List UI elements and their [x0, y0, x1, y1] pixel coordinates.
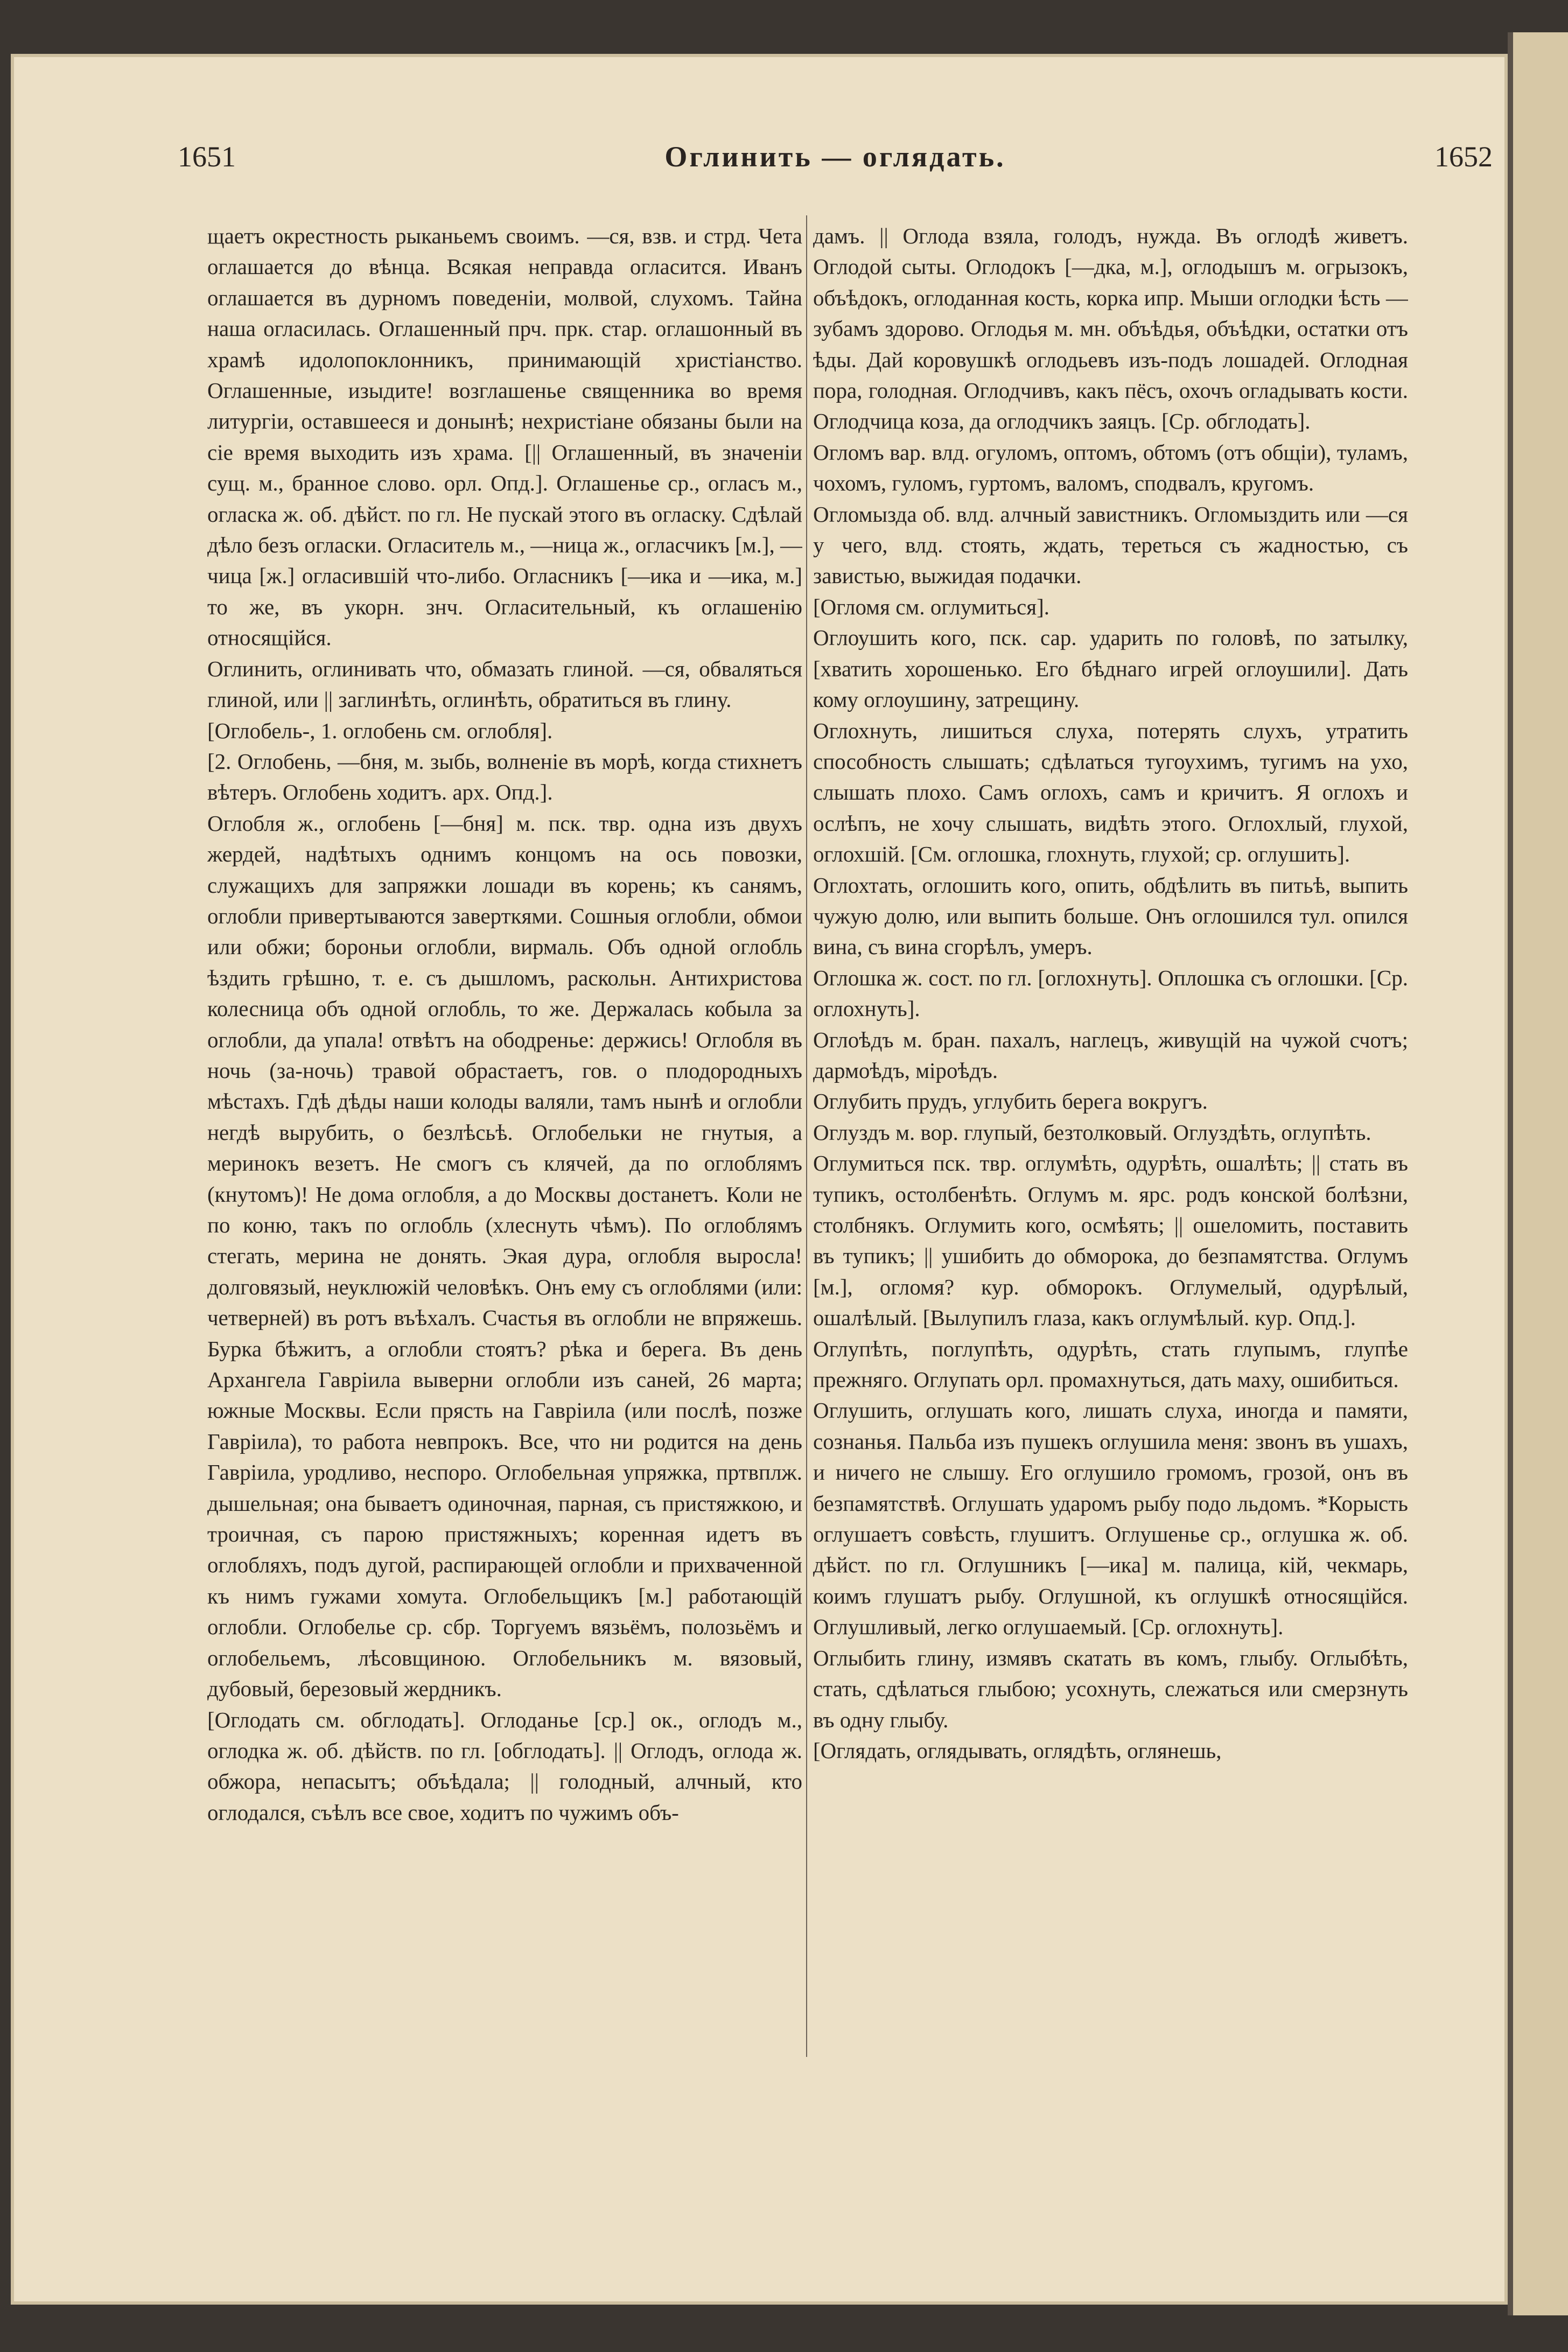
entry-paragraph: [Огломя см. оглумиться]. [813, 594, 1049, 619]
entry-paragraph: Оглобля ж., оглобень [—бня] м. пск. твр. одна изъ двухъ жердей, надѣтыхъ однимъ концомъ на ось повозки, служащихъ для запряжки лошади въ корень; къ санямъ, оглобли привертываются заверткями. Сошныя оглобли, обмои или обжи; бороньи оглобли, вирмаль. Объ одной оглобль ѣздить грѣшно, т. е. съ дышломъ, раскольн. Антихристова колесница объ одной оглобль, то же. Держалась кобыла за оглобли, да упала! отвѣтъ на ободренье: держись! Оглобля въ ночь (за-ночь) травой обрастаетъ, гов. о плодородныхъ мѣстахъ. Гдѣ дѣды наши колоды валяли, тамъ нынѣ и оглобли негдѣ вырубить, о безлѣсьѣ. Оглобельки не гнутыя, а меринокъ везетъ. Не смогъ съ клячей, да по оглоблямъ (кнутомъ)! Не дома оглобля, а до Москвы достанетъ. Коли не по коню, такъ по оглобль (хлеснуть чѣмъ). По оглоблямъ стегать, мерина не донять. Экая дура, оглобля выросла! долговязый, неуклюжій человѣкъ. Онъ ему съ оглоблями (или: четверней) въ ротъ въѣхалъ. Счастья въ оглобли не впряжешь. Бурка бѣжитъ, а оглобли стоятъ? рѣка и берега. Въ день Архангела Гавріила выверни оглобли изъ саней, 26 марта; южные Москвы. Если прясть на Гавріила (или послѣ, позже Гавріила), то работа невпрокъ. Все, что ни родится на день Гавріила, уродливо, неспоро. Оглобельная упряжка, пртвплж. дышельная; она бываетъ одиночная, парная, съ пристяжкою, и троичная, съ парою пристяжныхъ; коренная идетъ въ оглобляхъ, подъ дугой, распирающей оглобли и прихваченной къ нимъ гужами хомута. Оглобельщикъ [м.] работающій оглобли. Оглобелье ср. сбр. Торгуемъ вязьёмъ, полозьёмъ и оглобельемъ, лѣсовщиною. Оглобельникъ м. вязовый, дубовый, березовый жердникъ. [207, 810, 802, 1702]
entry-paragraph: Оглыбить глину, измявъ скатать въ комъ, глыбу. Оглыбѣть, стать, сдѣлаться глыбою; усохнуть, слежаться или смерзнуть въ одну глыбу. [813, 1645, 1408, 1732]
entry-paragraph: Оглинить, оглинивать что, обмазать глиной. —ся, обваляться глиной, или || заглинѣть, оглинѣть, обратиться въ глину. [207, 656, 802, 712]
entry-paragraph: Оглуздъ м. вор. глупый, безтолковый. Оглуздѣть, оглупѣть. [813, 1119, 1371, 1145]
entry-paragraph: Огломъ вар. влд. огуломъ, оптомъ, обтомъ (отъ общіи), туламъ, чохомъ, гуломъ, гуртомъ, валомъ, сподвалъ, кругомъ. [813, 439, 1408, 496]
entry-paragraph: Оглушить, оглушать кого, лишать слуха, иногда и памяти, сознанья. Пальба изъ пушекъ оглушила меня: звонъ въ ушахъ, и ничего не слышу. Его оглушило громомъ, грозой, онъ въ безпамятствѣ. Оглушать ударомъ рыбу подо льдомъ. *Корысть оглушаетъ совѣсть, глушитъ. Оглушенье ср., оглушка ж. об. дѣйст. по гл. Оглушникъ [—ика] м. палица, кій, чекмарь, коимъ глушатъ рыбу. Оглушной, къ оглушкѣ относящійся. Оглушливый, легко оглушаемый. [Ср. оглохнуть]. [813, 1398, 1408, 1640]
page-number-right: 1652 [1434, 141, 1493, 173]
running-title: Оглинить — оглядать. [664, 141, 1006, 173]
entry-paragraph: [2. Оглобень, —бня, м. зыбь, волненіе въ морѣ, когда стихнетъ вѣтеръ. Оглобень ходитъ. арх. Опд.]. [207, 748, 802, 805]
entry-paragraph: [Оглодать см. обглодать]. Оглоданье [ср.] ок., оглодъ м., оглодка ж. об. дѣйств. по гл. [обглодать]. || Оглодъ, оглода ж. обжора, непасытъ; объѣдала; || голодный, алчный, кто оглодался, съѣлъ все свое, ходитъ по чужимъ объ- [207, 1707, 802, 1825]
entry-paragraph: [Оглядать, оглядывать, оглядѣть, оглянешь, [813, 1738, 1222, 1763]
page-number-left: 1651 [178, 141, 236, 173]
entry-paragraph: Оглошка ж. сост. по гл. [оглохнуть]. Оплошка съ оглошки. [Ср. оглохнуть]. [813, 965, 1408, 1021]
entry-paragraph: Огломызда об. влд. алчный завистникъ. Огломыздить или —ся у чего, влд. стоять, ждать, тереться съ жадностью, съ завистью, выжидая подачки. [813, 501, 1408, 589]
left-column [207, 221, 802, 2062]
entry-paragraph: Оглоѣдъ м. бран. пахалъ, наглецъ, живущій на чужой счотъ; дармоѣдъ, міроѣдъ. [813, 1027, 1408, 1083]
entry-paragraph: дамъ. || Оглода взяла, голодъ, нужда. Въ оглодѣ живетъ. Оглодой сыты. Оглодокъ [—дка, м.], оглодышъ м. огрызокъ, объѣдокъ, оглоданная кость, корка ипр. Мыши оглодки ѣсть — зубамъ здорово. Оглодья м. мн. объѣдья, объѣдки, остатки отъ ѣды. Дай коровушкѣ оглодьевъ изъ-подъ лошадей. Оглодная пора, голодная. Оглодчивъ, какъ пёсъ, охочъ огладывать кости. Оглодчица коза, да оглодчикъ заяцъ. [Ср. обглодать]. [813, 223, 1408, 434]
entry-paragraph: Оглупѣть, поглупѣть, одурѣть, стать глупымъ, глупѣе прежняго. Оглупать орл. промахнуться, дать маху, ошибиться. [813, 1336, 1408, 1392]
entry-paragraph: Оглумиться пск. твр. оглумѣть, одурѣть, ошалѣть; || стать въ тупикъ, остолбенѣть. Оглумъ м. ярс. родъ конской болѣзни, столбнякъ. Оглумить кого, осмѣять; || ошеломить, поставить въ тупикъ; || ушибить до обморока, до безпамятства. Оглумъ [м.], огломя? кур. обморокъ. Оглумелый, одурѣлый, ошалѣлый. [Вылупилъ глаза, какъ оглумѣлый. кур. Опд.]. [813, 1151, 1408, 1331]
entry-paragraph: Оглохтать, оглошить кого, опить, обдѣлить въ питьѣ, выпить чужую долю, или выпить больше. Онъ оглошился тул. опился вина, съ вина сгорѣлъ, умеръ. [813, 872, 1408, 960]
adjacent-page-edge [1508, 32, 1568, 2315]
entry-paragraph: Оглохнуть, лишиться слуха, потерять слухъ, утратить способность слышать; сдѣлаться тугоухимъ, тугимъ на ухо, слышать плохо. Самъ оглохъ, самъ и кричитъ. Я оглохъ и ослѣпъ, не хочу слышать, видѣть этого. Оглохлый, глухой, оглохшій. [См. оглошка, глохнуть, глухой; ср. оглушить]. [813, 718, 1408, 867]
column-divider [806, 215, 807, 2057]
entry-paragraph: Оглоушить кого, пск. сар. ударить по головѣ, по затылку, [хватить хорошенько. Его бѣднаго игрей оглоушили]. Дать кому оглоушину, затрещину. [813, 625, 1408, 712]
entry-paragraph: [Оглобель-, 1. оглобень см. оглобля]. [207, 718, 553, 743]
entry-paragraph: Оглубить прудъ, углубить берега вокругъ. [813, 1089, 1208, 1114]
page-header [178, 124, 1493, 183]
right-column [813, 221, 1408, 2062]
entry-paragraph: щаетъ окрестность рыканьемъ своимъ. —ся, взв. и стрд. Чета оглашается до вѣнца. Всякая неправда огласится. Иванъ оглашается въ дурномъ поведеніи, молвой, слухомъ. Тайна наша огласилась. Оглашенный прч. прк. стар. оглашонный въ храмѣ идолопоклонникъ, принимающій христіанство. Оглашенные, изыдите! возглашенье священника во время литургіи, оставшееся и донынѣ; нехристіане обязаны были на сіе время выходить изъ храма. [|| Оглашенный, въ значеніи сущ. м., бранное слово. орл. Опд.]. Оглашенье ср., огласъ м., огласка ж. об. дѣйст. по гл. Не пускай этого въ огласку. Сдѣлай дѣло безъ огласки. Огласитель м., —ница ж., огласчикъ [м.], —чица [ж.] огласившій что-либо. Огласникъ [—ика и —ика, м.] то же, въ укорн. знч. Огласительный, къ оглашенію относящійся. [207, 223, 802, 650]
